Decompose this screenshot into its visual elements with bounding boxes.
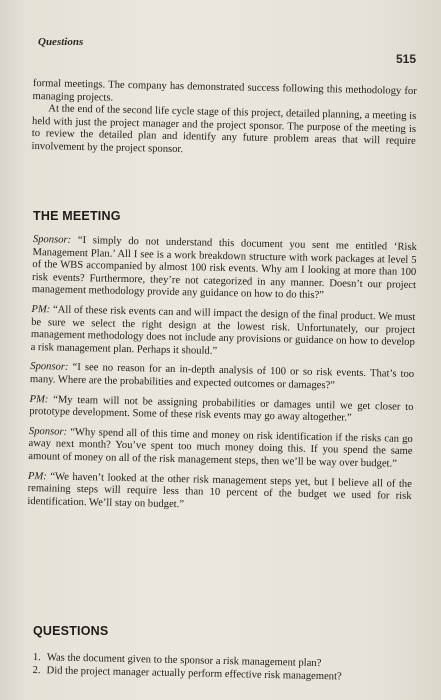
dialog-entry [30,361,414,394]
intro-paragraph-2: At the end of the second life cycle stage of this project, detailed planning, a meeting is held with just the project manager and the project sponsor. The purpose of the meeting is to review the detailed plan and identify any future problem areas that will require involvement by the project sponsor. [31,103,417,156]
dialog-entry [28,426,413,472]
questions-heading: QUESTIONS [33,624,109,638]
dialog-entry [30,304,415,362]
meeting-heading: THE MEETING [33,209,121,223]
question-number: 2. [32,664,41,676]
dialog-text: “We haven’t looked at the other risk management steps yet, but I believe all of the remaining steps will require less than 10 percent of the budget we used for risk identification. We’ll stay on budget.” [27,470,412,510]
meeting-dialog [27,234,417,523]
intro-paragraph-1: formal meetings. The company has demonstrated success following this methodology for managing projects. [32,78,417,104]
page-number: 515 [396,52,417,66]
dialog-entry [27,470,412,516]
dialog-text: “All of these risk events can and will impact the design of the final product. We must be sure we select the right design at the lowest risk. Unfortunately, our project management methodology does not include any provisions or guidance on how to develop a risk management plan. Perhaps it should.” [30,304,416,357]
speaker-label: PM: [29,393,49,405]
speaker-label: Sponsor: [28,425,68,438]
dialog-text: “My team will not be assigning probabilities or damages until we get closer to prototype development. Some of these risk events may go away altogether.” [29,393,414,424]
running-head: Questions [38,36,84,48]
speaker-label: Sponsor: [32,234,72,246]
question-number: 1. [32,652,41,664]
question-text: Did the project manager actually perform effective risk management? [46,664,342,683]
question-text: Was the document given to the sponsor a risk management plan? [46,652,322,670]
questions-section [32,652,416,685]
dialog-text: “I see no reason for an in-depth analysis of 100 or so risk events. That’s too many. Where are the probabilities and expected outcomes or damages?” [29,362,415,392]
speaker-label: Sponsor: [30,361,69,374]
intro-section [31,78,416,162]
dialog-text: “I simply do not understand this document you sent me entitled ‘Risk Management Plan.’ All I see is a work breakdown structure with work packages at level 5 of the WBS accompanied by almost 100 risk events. Why am I looking at more than 100 risk events? Furthermore, they’re not categorized in any manner. Doesn’t our project management methodology provide any guidance on how to do this?” [31,234,417,302]
dialog-text: “Why spend all of this time and money on risk identification if the risks can go away next month? You’ve spent too much money doing this. If you spend the same amount of money on all of the risk management steps, then we’ll be way over budget.” [28,426,413,470]
speaker-label: PM: [31,303,51,316]
dialog-entry [29,393,413,426]
questions-list [32,652,416,685]
speaker-label: PM: [27,470,47,482]
dialog-entry [32,234,417,305]
